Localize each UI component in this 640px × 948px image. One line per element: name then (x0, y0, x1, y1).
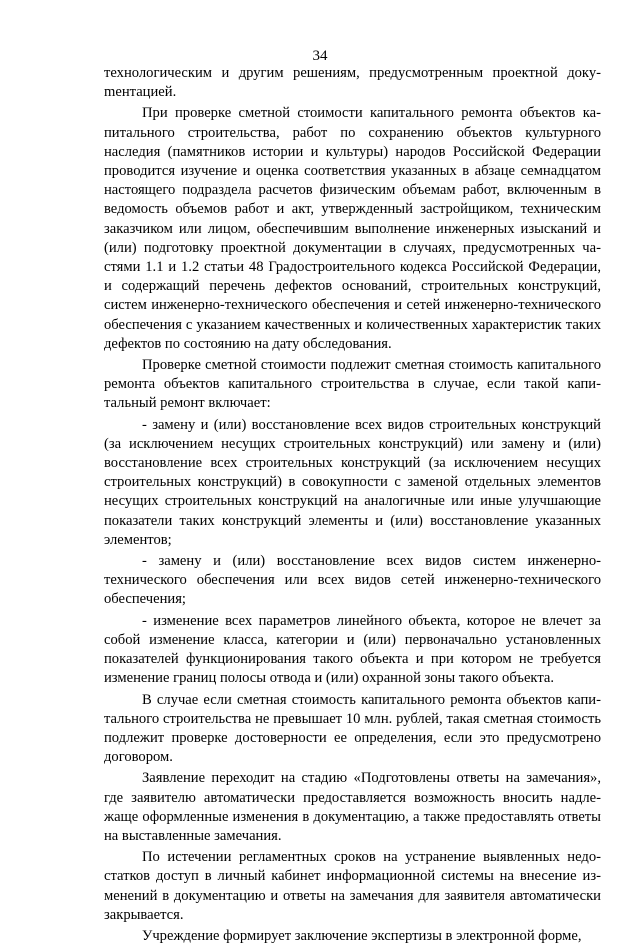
paragraph-deadline: По истечении регламентных сроков на устранение выявленных недостатков доступ в личный кабинет информационной системы на внесение изменений в документацию и ответы на замечания для заявителя автоматически закрывается. (104, 849, 601, 923)
paragraph-estimate-check: При проверке сметной стоимости капитального ремонта объектов капитального строительства, работ по сохранению объектов культурного наследия (памятников истории и культуры) народов Российской Федерации проводится изучение и оценка соответствия указанных в абзаце семнадцатом настоящего подраздела расчетов физическим объемам работ, включенным в ведомость объемов работ и акт, утвержденный застройщиком, техническим заказчиком или лицом, обеспечившим выполнение инженерных изысканий и (или) подготовку проектной документации в случаях, предусмотренных частями 1.1 и 1.2 статьи 48 Градостроительного кодекса Российской Федерации, и содержащий перечень дефектов оснований, строительных конструкций, систем инженерно-технического обеспечения и сетей инженерно-технического обеспечения с указанием качественных и количественных характеристик таких дефектов по состоянию на дату обследования. (104, 105, 601, 352)
page-number: 34 (312, 48, 328, 64)
list-item-structures: - замену и (или) восстановление всех видов строительных конструкций (за исключением несущих строительных конструкций) или замену и (или) восстановление всех строительных конструкций (за исключением несущих строительных конструкций) в совокупности с заменой отдельных элементов несущих строительных конструкций на аналогичные или иные улучшающие показатели таких конструкций элементы и (или) восстановление указанных элементов; (104, 416, 601, 548)
list-item-engineering-systems: - замену и (или) восстановление всех видов систем инженерно-технического обеспечения или всех видов сетей инженерно-технического обеспечения; (104, 553, 601, 608)
paragraph-threshold: В случае если сметная стоимость капитального ремонта объектов капитального строительства не превышает 10 млн. рублей, такая сметная стоимость подлежит проверке достоверности ее определения, если это предусмотрено договором. (104, 691, 601, 766)
paragraph-continuation: технологическим и другим решениям, предусмотренным проектной докуmентацией. (104, 65, 601, 101)
paragraph-subject-to-check: Проверке сметной стоимости подлежит сметная стоимость капитального ремонта объектов капитального строительства в случае, если такой капитальный ремонт включает: (104, 357, 601, 412)
paragraph-conclusion: Учреждение формирует заключение экспертизы в электронной форме, (142, 927, 582, 944)
paragraph-application-stage: Заявление переходит на стадию «Подготовлены ответы на замечания», где заявителю автоматически предоставляется возможность вносить надлежаще оформленные изменения в документацию, а также предоставлять ответы на выставленные замечания. (104, 770, 601, 844)
body-text (104, 64, 601, 948)
list-item-linear-object: - изменение всех параметров линейного объекта, которое не влечет за собой изменение класса, категории и (или) первоначально установленных показателей функционирования такого объекта и при котором не требуется изменение границ полосы отвода и (или) охранной зоны такого объекта. (104, 612, 601, 687)
